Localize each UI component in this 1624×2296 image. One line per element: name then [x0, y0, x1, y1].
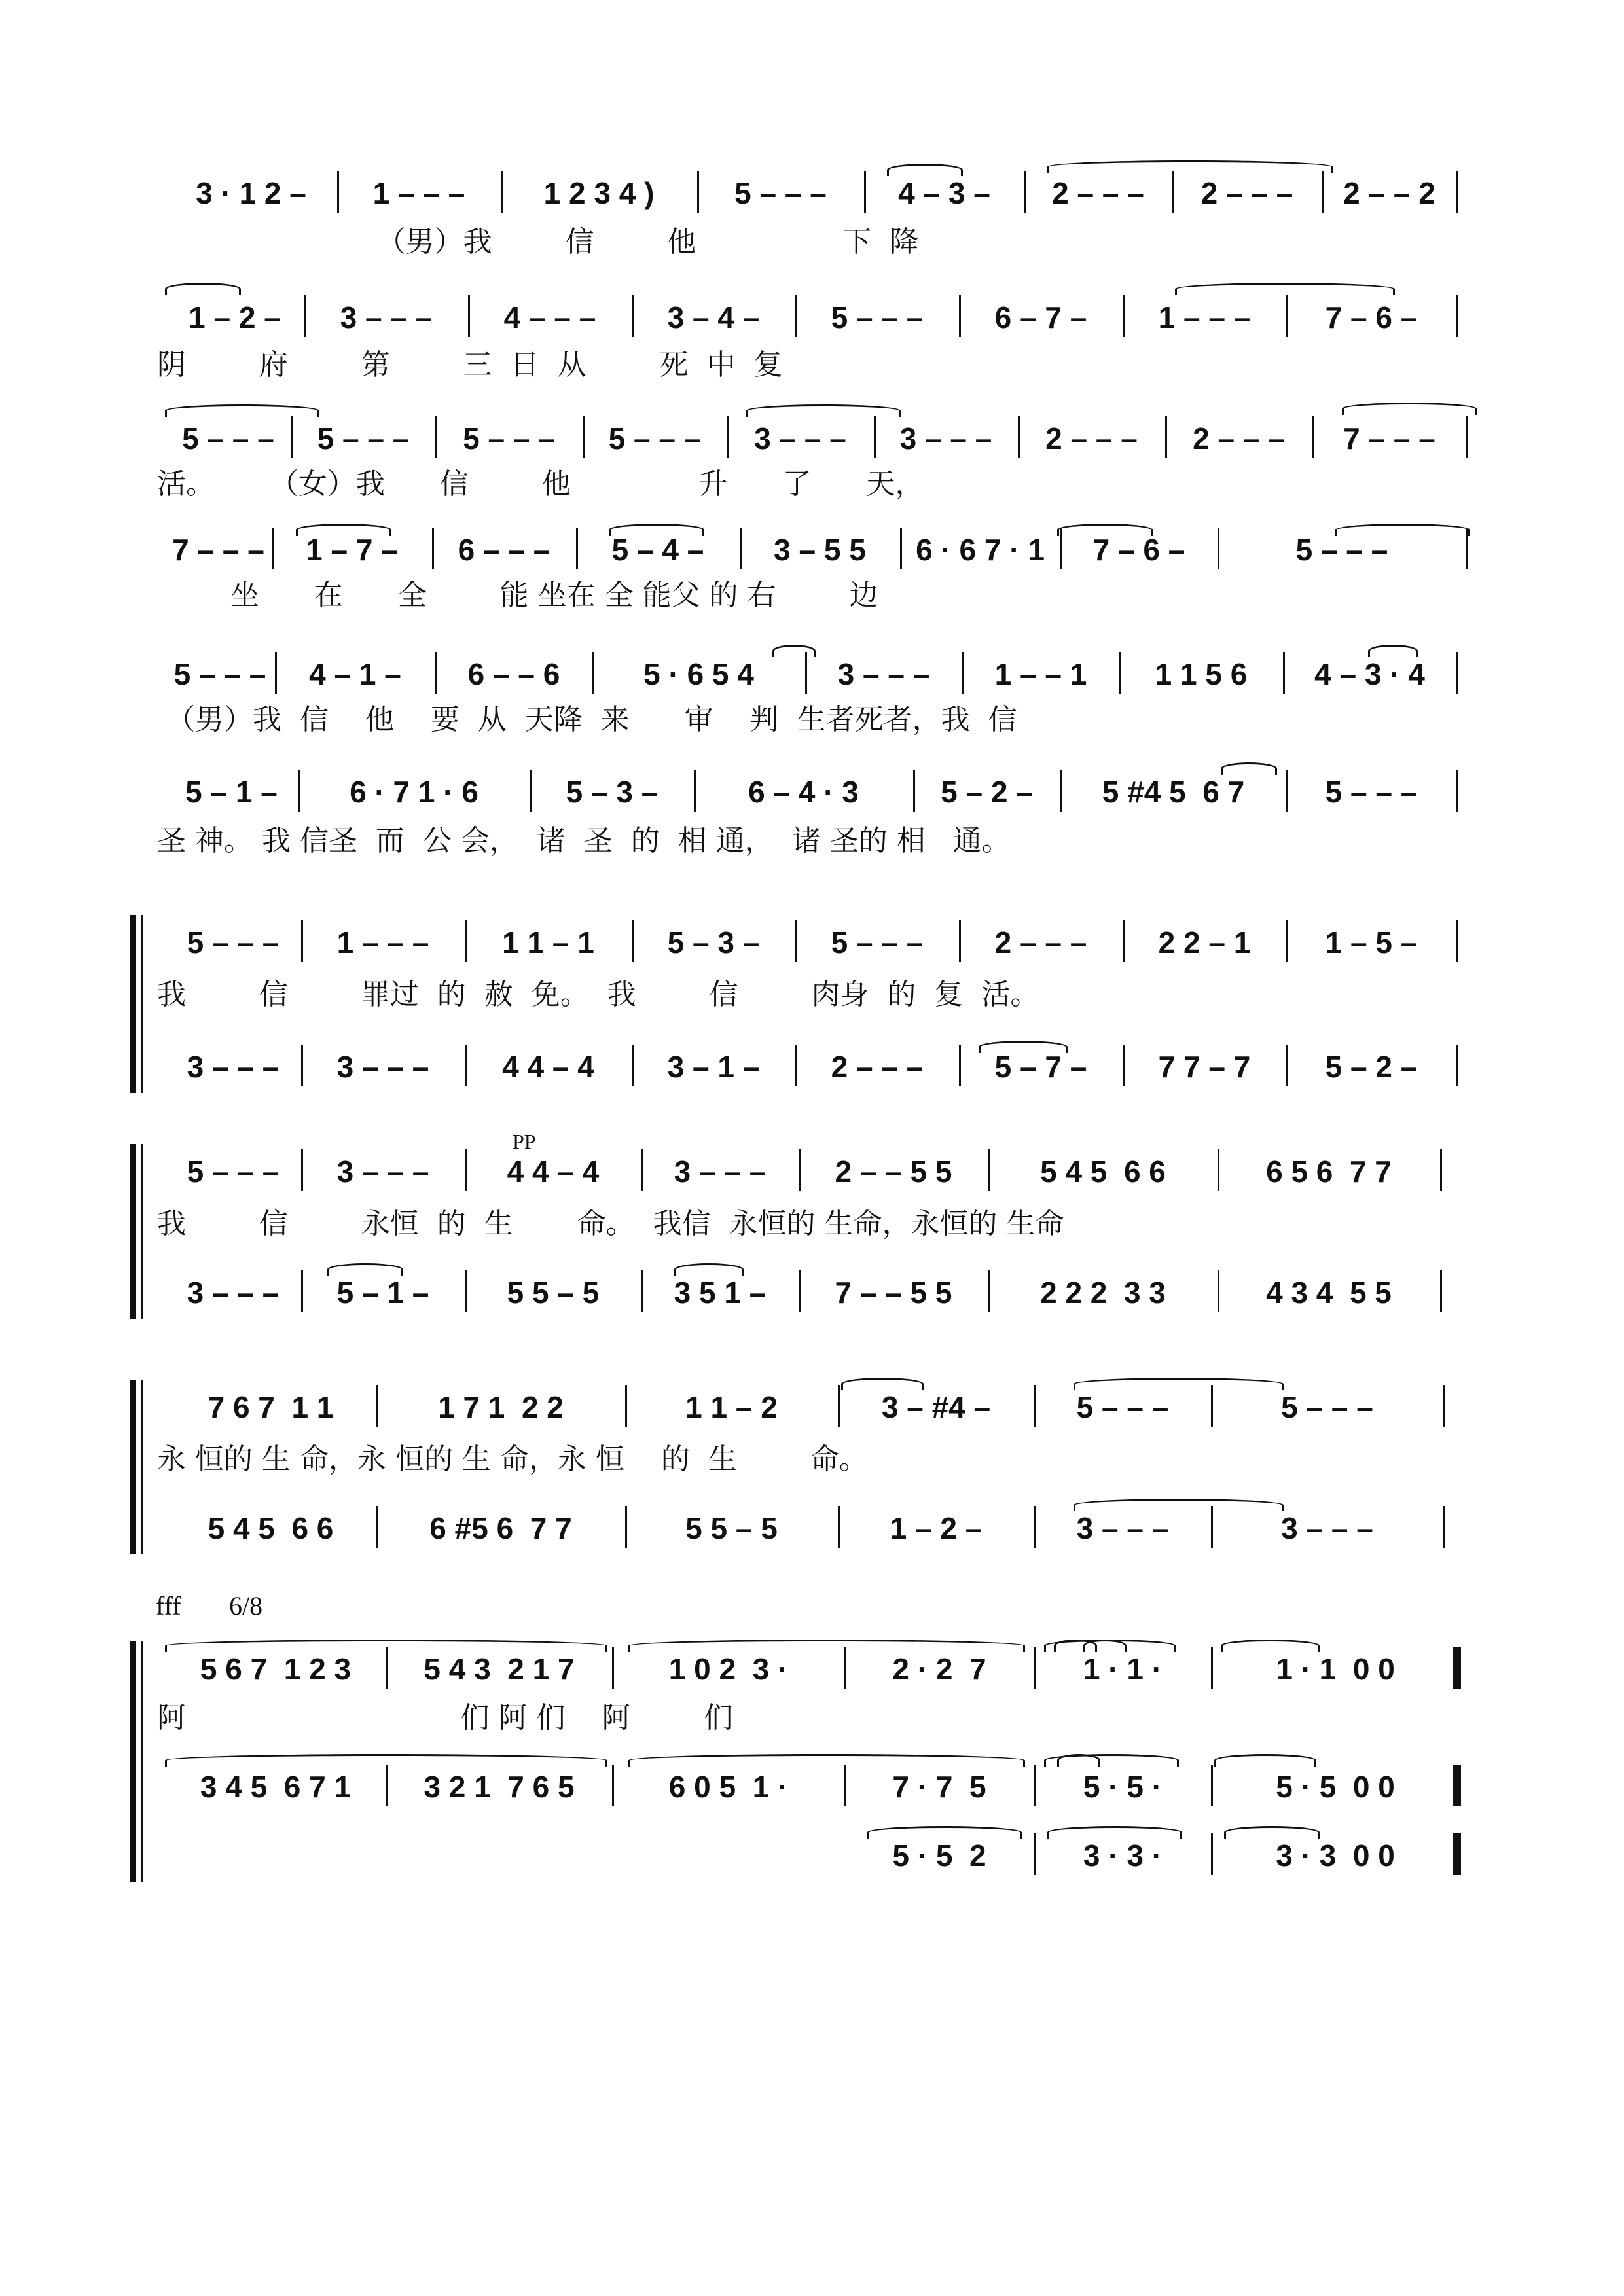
- barline: [1466, 416, 1468, 458]
- measure: 3 – – –: [336, 1155, 429, 1189]
- barline: [1024, 171, 1026, 213]
- lyrics-line: 我 信 罪过 的 赦 免。 我 信 肉身 的 复 活。: [157, 978, 1039, 1011]
- barline: [465, 1149, 467, 1191]
- measure: 1 – 7 –: [306, 533, 398, 567]
- barline: [962, 652, 964, 694]
- barline: [988, 1270, 990, 1312]
- measure: 5 4 5 6 6: [208, 1511, 334, 1545]
- barline: [1211, 1385, 1213, 1427]
- barline: [874, 416, 876, 458]
- barline: [1165, 416, 1167, 458]
- barline: [301, 1270, 303, 1312]
- measure: 5 – – –: [1325, 775, 1418, 809]
- lyrics-line: （男）我 信 他 要 从 天降 来 审 判 生者死者，我 信: [157, 703, 1017, 736]
- barline: [641, 1270, 643, 1312]
- barline: [298, 770, 300, 812]
- barline: [838, 1506, 840, 1548]
- barline: [1283, 652, 1285, 694]
- final-barline: [1453, 1647, 1461, 1689]
- measure: 5 · 5 ·: [1083, 1770, 1163, 1804]
- measure: 3 · 3 ·: [1083, 1839, 1163, 1873]
- barline: [1218, 528, 1219, 569]
- barline: [1456, 920, 1458, 962]
- measure: 3 4 5 6 7 1: [200, 1770, 352, 1804]
- barline: [694, 770, 696, 812]
- barline: [291, 416, 293, 458]
- measure: 3 – – –: [336, 1050, 429, 1084]
- barline: [727, 416, 729, 458]
- barline: [1218, 1270, 1219, 1312]
- final-barline: [1453, 1765, 1461, 1806]
- barline: [435, 416, 437, 458]
- measure: 1 0 2 3 ·: [668, 1652, 788, 1686]
- slur-tie: [165, 1754, 607, 1767]
- barline: [465, 1270, 467, 1312]
- slur-tie: [1047, 1826, 1182, 1839]
- barline: [435, 652, 437, 694]
- measure: 2 – – 2: [1343, 176, 1435, 210]
- measure: 6 · 6 7 · 1: [916, 533, 1045, 567]
- measure: 3 – – –: [674, 1155, 767, 1189]
- measure: 5 – – –: [173, 657, 266, 691]
- barline: [799, 1149, 801, 1191]
- measure: 2 2 2 3 3: [1040, 1276, 1166, 1310]
- slur-tie: [841, 1378, 924, 1390]
- measure: 1 – – –: [372, 176, 465, 210]
- barline: [1123, 920, 1125, 962]
- measure: 3 – – –: [187, 1276, 280, 1310]
- measure: 4 4 – 4: [502, 1050, 594, 1084]
- slur-tie: [1368, 645, 1418, 657]
- barline: [1211, 1506, 1213, 1548]
- notation-staff: [0, 1273, 1624, 1312]
- measure: 4 4 – 4: [507, 1155, 600, 1189]
- barline: [432, 528, 434, 569]
- barline: [1312, 416, 1314, 458]
- barline: [468, 295, 470, 337]
- lyrics-line: 活。 （女）我 信 他 升 了 天，: [157, 467, 924, 501]
- barline: [795, 920, 797, 962]
- measure: 3 – – –: [1076, 1511, 1169, 1545]
- measure: 2 – – –: [1193, 422, 1285, 456]
- barline: [337, 171, 339, 213]
- barline: [805, 652, 807, 694]
- slur-tie: [165, 1640, 607, 1652]
- measure: 3 – – –: [340, 300, 433, 334]
- barline: [1034, 1647, 1036, 1689]
- measure: 5 · 6 5 4: [643, 657, 754, 691]
- measure: 4 – 3 · 4: [1314, 657, 1425, 691]
- measure: 1 – 2 –: [890, 1511, 983, 1545]
- measure: 5 – – –: [831, 925, 924, 960]
- notation-staff: [0, 1047, 1624, 1086]
- barline: [376, 1506, 378, 1548]
- measure: 5 – – –: [1281, 1390, 1373, 1424]
- measure: 5 – 2 –: [1325, 1050, 1418, 1084]
- time-signature: 6/8: [229, 1591, 263, 1621]
- measure: 3 – – –: [899, 422, 992, 456]
- measure: 6 – – –: [458, 533, 550, 567]
- measure: 5 – 4 –: [611, 533, 704, 567]
- lyrics-line: 永 恒的 生 命，永 恒的 生 命，永 恒 的 生 命。: [157, 1443, 868, 1476]
- barline: [959, 1045, 961, 1086]
- measure: 6 0 5 1 ·: [668, 1770, 788, 1804]
- measure: 7 6 7 1 1: [208, 1390, 334, 1424]
- slur-tie: [1221, 762, 1277, 775]
- measure: 5 – – –: [608, 422, 701, 456]
- barline: [304, 295, 306, 337]
- slur-tie: [1224, 1826, 1320, 1839]
- measure: 5 – – –: [1295, 533, 1388, 567]
- barline: [386, 1765, 388, 1806]
- measure: 1 · 1 ·: [1083, 1652, 1163, 1686]
- slur-tie: [1342, 403, 1477, 415]
- barline: [641, 1149, 643, 1191]
- measure: 5 – – –: [182, 422, 274, 456]
- measure: 4 3 4 5 5: [1266, 1276, 1392, 1310]
- notation-staff: [0, 1649, 1624, 1689]
- measure: 5 – – –: [187, 925, 280, 960]
- barline: [465, 1045, 467, 1086]
- barline: [1018, 416, 1020, 458]
- measure: 6 5 6 7 7: [1266, 1155, 1392, 1189]
- slur-tie: [1057, 1754, 1100, 1767]
- measure: 7 – – –: [1343, 422, 1435, 456]
- barline: [386, 1647, 388, 1689]
- measure: 5 – – –: [831, 300, 924, 334]
- barline: [1286, 920, 1288, 962]
- lyrics-line: 阿 们 阿 们 阿 们: [157, 1701, 733, 1734]
- slur-tie: [296, 524, 391, 536]
- barline: [1440, 1149, 1442, 1191]
- barline: [1456, 652, 1458, 694]
- slur-tie: [746, 404, 901, 417]
- barline: [1440, 1270, 1442, 1312]
- measure: 5 – 1 –: [185, 775, 278, 809]
- notation-staff: [0, 923, 1624, 962]
- barline: [795, 1045, 797, 1086]
- slur-tie: [979, 1041, 1068, 1053]
- barline: [1286, 1045, 1288, 1086]
- slur-tie: [1047, 160, 1333, 173]
- barline: [632, 1045, 634, 1086]
- measure: 3 · 1 2 –: [196, 176, 306, 210]
- measure: 5 4 5 6 6: [1040, 1155, 1166, 1189]
- notation-staff: [0, 655, 1624, 694]
- slur-tie: [1214, 1754, 1316, 1767]
- notation-staff: [0, 772, 1624, 812]
- measure: 3 – – –: [1281, 1511, 1373, 1545]
- barline: [530, 770, 532, 812]
- dynamics-pp: PP: [513, 1130, 536, 1153]
- slur-tie: [609, 524, 704, 536]
- barline: [501, 171, 503, 213]
- dynamics-marking: fff: [156, 1591, 181, 1621]
- barline: [612, 1647, 614, 1689]
- measure: 3 – 4 –: [667, 300, 760, 334]
- barline: [1456, 1045, 1458, 1086]
- barline: [1322, 171, 1324, 213]
- slur-tie: [867, 1826, 1022, 1839]
- lyrics-line: 坐 在 全 能 坐在 全 能父 的 右 边: [157, 579, 878, 612]
- lyrics-line: 圣 神。 我 信圣 而 公 会， 诸 圣 的 相 通， 诸 圣的 相 通。: [157, 824, 1011, 857]
- barline: [1443, 1385, 1445, 1427]
- measure: 4 – 1 –: [309, 657, 401, 691]
- measure: 5 – 3 –: [667, 925, 760, 960]
- barline: [799, 1270, 801, 1312]
- measure: 2 – – –: [1045, 422, 1138, 456]
- measure: 5 – – –: [463, 422, 555, 456]
- barline: [913, 770, 915, 812]
- measure: 7 – – –: [172, 533, 264, 567]
- measure: 5 5 – 5: [685, 1511, 778, 1545]
- slur-tie: [887, 164, 963, 176]
- measure: 3 5 1 –: [674, 1276, 767, 1310]
- measure: 5 · 5 2: [892, 1839, 986, 1873]
- measure: 7 – 6 –: [1325, 300, 1418, 334]
- measure: 1 1 – 1: [502, 925, 594, 960]
- measure: 3 · 3 0 0: [1276, 1839, 1395, 1873]
- measure: 6 – – 6: [467, 657, 560, 691]
- measure: 2 · 2 7: [892, 1652, 986, 1686]
- measure: 5 – 3 –: [566, 775, 659, 809]
- barline: [632, 920, 634, 962]
- measure: 6 #5 6 7 7: [429, 1511, 572, 1545]
- barline: [844, 1647, 846, 1689]
- barline: [1443, 1506, 1445, 1548]
- barline: [1172, 171, 1174, 213]
- barline: [301, 1045, 303, 1086]
- measure: 1 – – –: [1158, 300, 1251, 334]
- barline: [1456, 770, 1458, 812]
- barline: [959, 295, 961, 337]
- measure: 1 1 5 6: [1155, 657, 1248, 691]
- slur-tie: [165, 283, 241, 295]
- barline: [988, 1149, 990, 1191]
- measure: 3 – 1 –: [667, 1050, 760, 1084]
- barline: [1034, 1765, 1036, 1806]
- slur-tie: [1335, 524, 1470, 536]
- measure: 2 – – 5 5: [835, 1155, 952, 1189]
- measure: 2 – – –: [1052, 176, 1144, 210]
- measure: 1 – 2 –: [189, 300, 281, 334]
- measure: 2 – – –: [831, 1050, 924, 1084]
- measure: 3 – – –: [187, 1050, 280, 1084]
- barline: [1211, 1647, 1213, 1689]
- barline: [301, 920, 303, 962]
- measure: 4 – 3 –: [898, 176, 990, 210]
- barline: [795, 295, 797, 337]
- measure: 6 · 7 1 · 6: [350, 775, 478, 809]
- measure: 4 – – –: [503, 300, 596, 334]
- measure: 2 – – –: [994, 925, 1087, 960]
- measure: 1 – – –: [336, 925, 429, 960]
- measure: 7 – 6 –: [1092, 533, 1185, 567]
- slur-tie: [165, 404, 319, 417]
- barline: [301, 1149, 303, 1191]
- measure: 6 – 7 –: [994, 300, 1087, 334]
- slur-tie: [1074, 1378, 1284, 1390]
- measure: 3 2 1 7 6 5: [424, 1770, 575, 1804]
- barline: [959, 920, 961, 962]
- measure: 5 – – –: [187, 1155, 280, 1189]
- lyrics-line: （男）我 信 他 下 降: [157, 225, 919, 259]
- barline: [625, 1506, 627, 1548]
- measure: 1 7 1 2 2: [438, 1390, 564, 1424]
- barline: [1034, 1833, 1036, 1875]
- measure: 5 – – –: [734, 176, 827, 210]
- notation-staff: [0, 530, 1624, 569]
- measure: 6 – 4 · 3: [748, 775, 859, 809]
- barline: [272, 528, 274, 569]
- notation-staff: [0, 419, 1624, 458]
- barline: [632, 295, 634, 337]
- measure: 1 – 5 –: [1325, 925, 1418, 960]
- barline: [1211, 1765, 1213, 1806]
- barline: [1060, 770, 1062, 812]
- notation-staff: [0, 1388, 1624, 1427]
- measure: 5 – 1 –: [336, 1276, 429, 1310]
- notation-staff: [0, 1836, 1624, 1875]
- measure: 5 #4 5 6 7: [1102, 775, 1245, 809]
- barline: [592, 652, 594, 694]
- measure: 5 – 7 –: [994, 1050, 1087, 1084]
- slur-tie: [1221, 1640, 1320, 1652]
- slur-tie: [1175, 283, 1395, 295]
- barline: [1211, 1833, 1213, 1875]
- measure: 7 – – 5 5: [835, 1276, 952, 1310]
- notation-staff: [0, 173, 1624, 213]
- barline: [625, 1385, 627, 1427]
- slur-tie: [1057, 524, 1153, 536]
- measure: 1 2 3 4 ): [543, 176, 655, 210]
- measure: 5 5 – 5: [507, 1276, 600, 1310]
- measure: 5 4 3 2 1 7: [424, 1652, 575, 1686]
- measure: 5 – 2 –: [941, 775, 1033, 809]
- notation-staff: [0, 1509, 1624, 1548]
- lyrics-line: 阴 府 第 三 日 从 死 中 复: [157, 348, 783, 382]
- barline: [697, 171, 699, 213]
- final-barline: [1453, 1833, 1461, 1875]
- measure: 1 – – 1: [994, 657, 1087, 691]
- measure: 3 – – –: [837, 657, 930, 691]
- measure: 5 – – –: [1076, 1390, 1169, 1424]
- notation-staff: [0, 1767, 1624, 1806]
- barline: [864, 171, 866, 213]
- slur-tie: [1083, 1640, 1127, 1652]
- barline: [576, 528, 578, 569]
- slur-tie: [674, 1263, 744, 1276]
- barline: [740, 528, 742, 569]
- barline: [275, 652, 277, 694]
- barline: [900, 528, 902, 569]
- lyrics-line: 我 信 永恒 的 生 命。 我信 永恒的 生命，永恒的 生命: [157, 1207, 1064, 1240]
- barline: [1034, 1506, 1036, 1548]
- slur-tie: [628, 1640, 1025, 1652]
- notation-staff: [0, 298, 1624, 337]
- barline: [1456, 295, 1458, 337]
- barline: [1119, 652, 1121, 694]
- measure: 5 6 7 1 2 3: [200, 1652, 352, 1686]
- measure: 7 · 7 5: [892, 1770, 986, 1804]
- barline: [1123, 295, 1125, 337]
- barline: [1123, 1045, 1125, 1086]
- barline: [1218, 1149, 1219, 1191]
- measure: 7 7 – 7: [1158, 1050, 1251, 1084]
- slur-tie: [1074, 1499, 1284, 1511]
- barline: [844, 1765, 846, 1806]
- slur-tie: [327, 1263, 403, 1276]
- barline: [583, 416, 585, 458]
- measure: 3 – #4 –: [881, 1390, 991, 1424]
- barline: [1034, 1385, 1036, 1427]
- barline: [838, 1385, 840, 1427]
- barline: [1456, 171, 1458, 213]
- measure: 2 – – –: [1200, 176, 1293, 210]
- barline: [612, 1765, 614, 1806]
- measure: 3 – – –: [754, 422, 846, 456]
- measure: 1 1 – 2: [685, 1390, 778, 1424]
- measure: 5 – – –: [317, 422, 410, 456]
- barline: [1286, 295, 1288, 337]
- measure: 1 · 1 0 0: [1276, 1652, 1395, 1686]
- barline: [1286, 770, 1288, 812]
- slur-tie: [628, 1754, 1025, 1767]
- measure: 5 · 5 0 0: [1276, 1770, 1395, 1804]
- barline: [465, 920, 467, 962]
- measure: 2 2 – 1: [1158, 925, 1251, 960]
- measure: 3 – 5 5: [774, 533, 866, 567]
- notation-staff: [0, 1152, 1624, 1191]
- barline: [376, 1385, 378, 1427]
- slur-tie: [772, 645, 816, 657]
